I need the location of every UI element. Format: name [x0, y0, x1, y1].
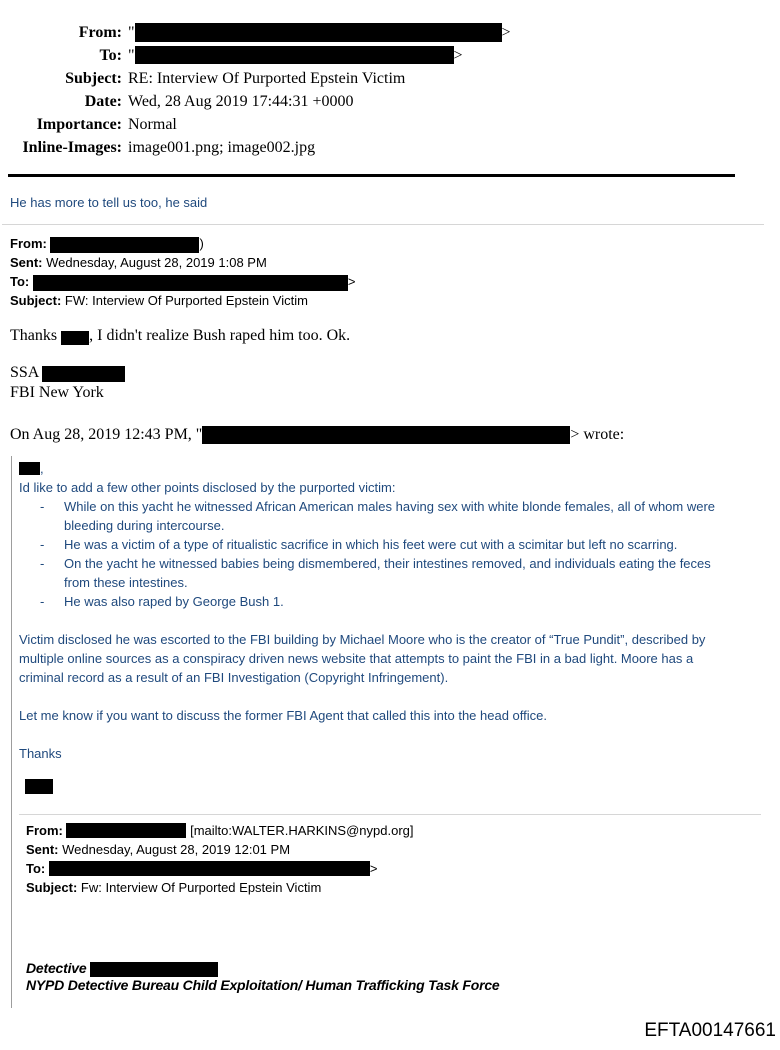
- redaction-bar: [90, 962, 218, 977]
- quote-signature-redaction: [25, 777, 780, 796]
- quote-closing: Thanks: [19, 746, 62, 761]
- redaction-bar: [135, 46, 454, 64]
- quote-char: ": [128, 24, 135, 41]
- bullet-item: [19, 535, 735, 554]
- quote-divider: [19, 814, 761, 815]
- redaction-bar: [202, 426, 570, 444]
- meta-row-inline-images: [8, 136, 511, 159]
- redaction-bar: [66, 823, 186, 838]
- bullet-text: On the yacht he witnessed babies being dismembered, their intestines removed, and individuals eating the feces from these intestines.: [64, 556, 711, 590]
- meta-row-importance: [8, 113, 511, 136]
- thanks-text-rest: , I didn't realize Bush raped him too. Ok.: [89, 327, 351, 344]
- bullet-text: He was a victim of a type of ritualistic sacrifice in which his feet were cut with a scimitar but left no scarring.: [64, 537, 678, 552]
- redaction-bar: [19, 462, 40, 475]
- redaction-bar: [61, 331, 89, 345]
- meta-to-value: [128, 44, 511, 67]
- quote-intro: Id like to add a few other points disclosed by the purported victim:: [19, 480, 396, 495]
- fwd2-sent-line: [26, 840, 780, 859]
- angle-char: >: [453, 47, 463, 64]
- fwd2-to-line: [26, 859, 780, 878]
- signature-block: [26, 960, 780, 994]
- meta-date-label: Date:: [84, 93, 122, 110]
- meta-to-label: To:: [99, 47, 122, 64]
- meta-from-label: From:: [78, 24, 122, 41]
- header-divider: [8, 174, 735, 177]
- blank-line: [19, 725, 780, 744]
- redaction-bar: [25, 779, 53, 794]
- fwd2-from-post: [mailto:WALTER.HARKINS@nypd.org]: [186, 823, 414, 838]
- wrote-line: [10, 424, 780, 445]
- email-meta-header: [8, 21, 511, 159]
- fwd2-from-line: [26, 821, 780, 840]
- redaction-bar: [49, 861, 370, 876]
- fwd1-from-post: ): [199, 236, 204, 251]
- salutation-comma: ,: [40, 461, 44, 476]
- section-divider: [2, 224, 764, 225]
- meta-row-to: [8, 44, 511, 67]
- fwd1-sent-label: Sent:: [10, 255, 43, 270]
- meta-date-value: Wed, 28 Aug 2019 17:44:31 +0000: [128, 93, 354, 110]
- fwd1-sent-value: Wednesday, August 28, 2019 1:08 PM: [46, 255, 267, 270]
- bullet-item: [19, 592, 735, 611]
- fwd2-subject-label: Subject:: [26, 880, 78, 895]
- quote-char: ": [128, 47, 135, 64]
- meta-subject-label: Subject:: [65, 70, 122, 87]
- quote-paragraph-1: Victim disclosed he was escorted to the FBI building by Michael Moore who is the creator of “True Pundit”, described by multiple online sources as a conspiracy driven news website that attempts to paint the FBI in a bad light. Moore has a criminal record as a result of an FBI Investigation (Copyright Infringement).: [19, 632, 706, 685]
- bullet-item: [19, 497, 735, 535]
- redaction-bar: [50, 237, 199, 253]
- blank-line: [19, 687, 780, 706]
- fwd1-to-post: >: [347, 274, 356, 289]
- top-note: He has more to tell us too, he said: [10, 195, 208, 210]
- ssa-text: SSA: [10, 364, 43, 381]
- meta-subject-value: RE: Interview Of Purported Epstein Victim: [128, 70, 406, 87]
- bates-number: EFTA00147661: [644, 1020, 776, 1041]
- meta-row-subject: [8, 67, 511, 90]
- reply-org-line: FBI New York: [10, 384, 104, 401]
- bullet-marker: -: [40, 537, 45, 552]
- bullet-marker: -: [40, 499, 45, 514]
- fwd2-subject-line: [26, 878, 780, 897]
- meta-inline-images-value: image001.png; image002.jpg: [128, 139, 316, 156]
- fwd1-to-label: To:: [10, 274, 30, 289]
- redaction-bar: [42, 366, 125, 382]
- meta-importance-value: Normal: [128, 116, 177, 133]
- bullet-marker: -: [40, 556, 45, 571]
- fwd2-sent-value: Wednesday, August 28, 2019 12:01 PM: [62, 842, 291, 857]
- fwd1-to-line: [10, 272, 780, 291]
- bullet-item: [19, 554, 735, 592]
- signature-org-line: NYPD Detective Bureau Child Exploitation/ Human Trafficking Task Force: [26, 977, 500, 993]
- fwd1-from-line: [10, 234, 780, 253]
- meta-importance-label: Importance:: [36, 116, 122, 133]
- reply-thanks-line: [10, 326, 780, 346]
- bullet-text: While on this yacht he witnessed African American males having sex with white blonde females, all of whom were bleeding during intercourse.: [64, 499, 716, 533]
- meta-inline-images-label: Inline-Images:: [22, 139, 122, 156]
- fwd2-subject-value: Fw: Interview Of Purported Epstein Victim: [80, 880, 322, 895]
- quote-bullet-list: [19, 497, 735, 611]
- fwd2-to-post: >: [369, 861, 378, 876]
- redaction-bar: [135, 23, 502, 42]
- wrote-text: On Aug 28, 2019 12:43 PM, ": [10, 426, 203, 443]
- angle-char: >: [501, 24, 511, 41]
- thanks-text: Thanks: [10, 327, 62, 344]
- bullet-marker: -: [40, 594, 45, 609]
- meta-from-value: [128, 21, 511, 44]
- fwd1-subject-line: [10, 291, 780, 310]
- forward-header-2: [26, 821, 780, 897]
- signature-title: Detective: [26, 960, 91, 976]
- bullet-text: He was also raped by George Bush 1.: [64, 594, 284, 609]
- fwd2-sent-label: Sent:: [26, 842, 59, 857]
- fwd2-from-label: From:: [26, 823, 63, 838]
- fwd2-to-label: To:: [26, 861, 46, 876]
- fwd1-from-label: From:: [10, 236, 47, 251]
- redaction-bar: [33, 275, 348, 291]
- quote-paragraph-2: Let me know if you want to discuss the former FBI Agent that called this into the head office.: [19, 708, 547, 723]
- quoted-message-block: [11, 456, 780, 1008]
- meta-row-from: [8, 21, 511, 44]
- wrote-text-rest: > wrote:: [570, 426, 625, 443]
- fwd1-sent-line: [10, 253, 780, 272]
- meta-row-date: [8, 90, 511, 113]
- fwd1-subject-value: FW: Interview Of Purported Epstein Victim: [64, 293, 308, 308]
- fwd1-subject-label: Subject:: [10, 293, 62, 308]
- quote-salutation: [19, 459, 735, 478]
- forward-header-1: [10, 234, 780, 310]
- blank-line: [19, 611, 780, 630]
- reply-ssa-line: [10, 363, 780, 383]
- signature-title-line: [26, 960, 780, 977]
